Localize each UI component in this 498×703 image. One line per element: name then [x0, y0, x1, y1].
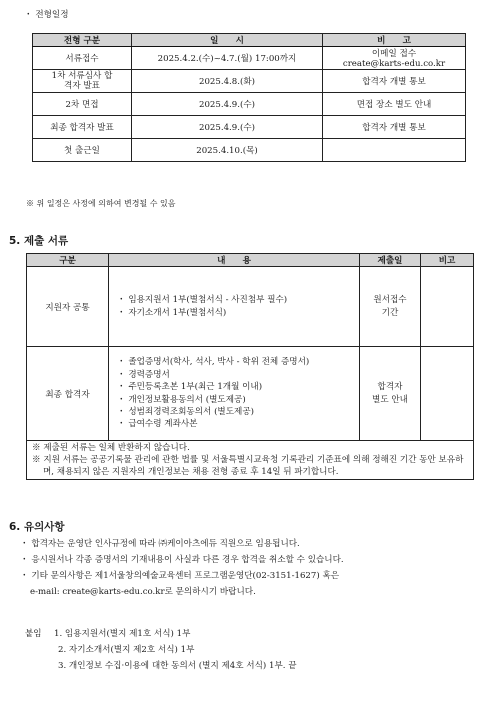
documents-remark: [421, 267, 474, 347]
schedule-note: 합격자 개별 통보: [323, 70, 466, 93]
documents-item: ・ 성범죄경력조회동의서 (별도제공): [117, 406, 254, 417]
notice-item: e-mail: create@karts-edu.co.kr로 문의하시기 바랍니다.: [30, 586, 256, 597]
notice-item: ・ 합격자는 운영단 인사규정에 따라 ㈜케이아츠에듀 직원으로 임용됩니다.: [20, 539, 300, 549]
documents-items: [109, 267, 360, 347]
documents-category: 지원자 공통: [27, 267, 109, 347]
schedule-stage: 2차 면접: [33, 93, 132, 116]
notice-item: ・ 기타 문의사항은 제1서울창의예술교육센터 프로그램운영단(02-3151-1627) 혹은: [20, 570, 340, 581]
schedule-date: 2025.4.9.(수): [132, 116, 323, 139]
documents-notes: [27, 441, 474, 480]
schedule-header-stage: 전형 구분: [33, 34, 132, 47]
documents-header-remark: 비고: [421, 254, 474, 267]
schedule-table: [32, 33, 466, 162]
schedule-note-email: create@karts-edu.co.kr: [342, 59, 446, 69]
attachments-list: [54, 627, 297, 675]
documents-row: [27, 267, 474, 347]
schedule-row: [33, 93, 466, 116]
documents-row: [27, 347, 474, 441]
schedule-date: 2025.4.8.(화): [132, 70, 323, 93]
documents-note: ※ 제출된 서류는 일체 반환하지 않습니다.: [32, 443, 190, 453]
schedule-note: 합격자 개별 통보: [323, 116, 466, 139]
attachments-label: 붙임: [25, 629, 42, 639]
documents-remark: [421, 347, 474, 441]
documents-header-content: 내 용: [109, 254, 360, 267]
schedule-row: [33, 139, 466, 162]
documents-item: ・ 졸업증명서(학사, 석사, 박사 - 학위 전체 증명서): [117, 357, 310, 368]
schedule-stage: 최종 합격자 발표: [33, 116, 132, 139]
documents-header-row: [27, 254, 474, 267]
documents-item: ・ 급여수령 계좌사본: [117, 419, 198, 430]
documents-note: ※ 지원 서류는 공공기록물 관리에 관한 법률 및 서울특별시교육청 기록관리 기준표에 의해 정해진 기간 동안 보유하며, 채용되지 않은 지원자의 개인정보는 채용 전형 종료 후 14일 뒤 파기합니다.: [32, 455, 464, 478]
documents-item: ・ 개인정보활용동의서 (별도제공): [117, 394, 246, 405]
schedule-header-note: 비 고: [323, 34, 466, 47]
attachment-item: 3. 개인정보 수집·이용에 대한 동의서 (별지 제4호 서식) 1부. 끝: [58, 660, 297, 671]
documents-item: ・ 주민등록초본 1부(최근 1개월 이내): [117, 382, 263, 393]
documents-category: 최종 합격자: [27, 347, 109, 441]
attachment-item: 1. 임용지원서(별지 제1호 서식) 1부: [54, 629, 191, 639]
documents-heading: 5. 제출 서류: [9, 235, 69, 247]
schedule-header-row: [33, 34, 466, 47]
schedule-stage: 서류접수: [33, 47, 132, 70]
documents-item: ・ 자기소개서 1부(별첨서식): [117, 307, 227, 318]
schedule-note: [323, 47, 466, 70]
schedule-stage: 1차 서류심사 합격자 발표: [33, 70, 132, 93]
notices-list: [20, 537, 344, 601]
documents-due: 합격자 별도 안내: [360, 347, 421, 441]
schedule-row: [33, 70, 466, 93]
documents-items: [109, 347, 360, 441]
documents-header-due: 제출일: [360, 254, 421, 267]
documents-notes-row: [27, 441, 474, 480]
schedule-heading: ・ 전형일정: [24, 10, 69, 20]
schedule-note-line: 이메일 접수: [371, 49, 417, 59]
schedule-footnote: ※ 위 일정은 사정에 의하여 변경될 수 있음: [26, 199, 176, 208]
documents-item: ・ 임용지원서 1부(별첨서식 - 사진첨부 필수): [117, 294, 288, 305]
documents-table: [26, 253, 474, 480]
schedule-date: 2025.4.9.(수): [132, 93, 323, 116]
attachment-item: 2. 자기소개서(별지 제2호 서식) 1부: [58, 644, 195, 655]
schedule-row: [33, 47, 466, 70]
notice-item: ・ 응시원서나 각종 증명서의 기재내용이 사실과 다른 경우 합격을 취소할 수 있습니다.: [20, 554, 344, 565]
documents-item: ・ 경력증명서: [117, 369, 170, 380]
schedule-date: 2025.4.10.(목): [132, 139, 323, 162]
documents-due: 원서접수 기간: [360, 267, 421, 347]
schedule-note: 면접 장소 별도 안내: [323, 93, 466, 116]
schedule-header-date: 일 시: [132, 34, 323, 47]
schedule-stage: 첫 출근일: [33, 139, 132, 162]
documents-header-category: 구분: [27, 254, 109, 267]
schedule-date: 2025.4.2.(수)~4.7.(월) 17:00까지: [132, 47, 323, 70]
schedule-note: [323, 139, 466, 162]
notices-heading: 6. 유의사항: [9, 521, 65, 533]
schedule-row: [33, 116, 466, 139]
